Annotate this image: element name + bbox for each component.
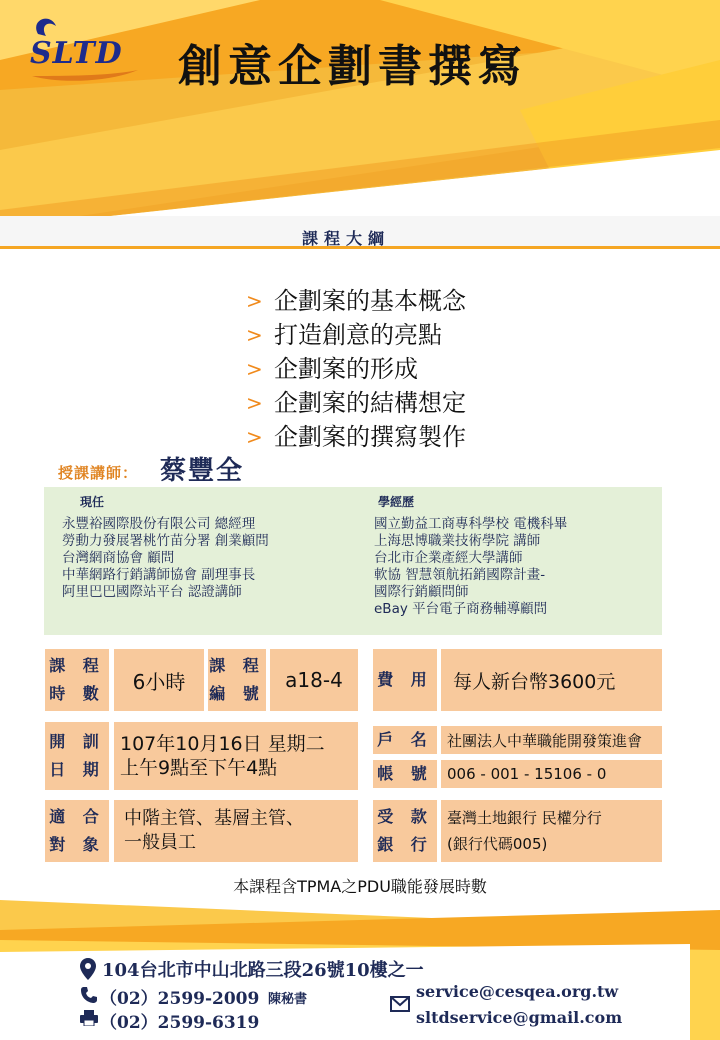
current-heading: 現任 <box>80 495 105 509</box>
target-value-line: 一般員工 <box>124 832 196 853</box>
account-no-label: 帳 號 <box>377 764 433 783</box>
target-label-line: 對 象 <box>49 835 105 854</box>
pdu-note: 本課程含TPMA之PDU職能發展時數 <box>233 877 487 896</box>
phone-contact: 陳秘書 <box>268 992 308 1007</box>
outline-item-text: 企劃案的基本概念 <box>274 287 466 315</box>
date-value-line: 上午9點至下午4點 <box>120 757 278 779</box>
email-primary[interactable]: service@cesqea.org.tw <box>416 982 619 1001</box>
account-name-label-cell <box>373 726 437 754</box>
date-label-cell <box>45 722 109 790</box>
hours-label-line: 時 數 <box>49 684 105 703</box>
account-name-value: 社團法人中華職能開發策進會 <box>447 731 643 750</box>
chevron-right-icon: > <box>246 425 263 449</box>
fee-value-cell <box>441 649 662 711</box>
outline-item-text: 打造創意的亮點 <box>274 321 442 349</box>
instructor-bio-panel <box>44 487 662 635</box>
hours-value-cell <box>114 649 204 711</box>
history-item: 上海思博職業技術學院 講師 <box>374 533 541 549</box>
page-title: 創意企劃書撰寫 <box>178 41 528 92</box>
history-item: 國際行銷顧問師 <box>374 584 469 600</box>
current-position: 台灣網商協會 顧問 <box>62 550 175 566</box>
instructor-label: 授課講師： <box>58 464 139 482</box>
history-item: 軟協 智慧領航拓銷國際計畫- <box>374 567 546 583</box>
chevron-right-icon: > <box>246 289 263 313</box>
bank-value-line: (銀行代碼005) <box>447 835 548 853</box>
target-label-line: 適 合 <box>49 807 105 826</box>
history-list <box>374 516 567 618</box>
fee-value: 每人新台幣3600元 <box>453 670 616 693</box>
bank-value-line: 臺灣土地銀行 民權分行 <box>447 809 602 827</box>
outline-item-text: 企劃案的形成 <box>274 355 418 383</box>
chevron-right-icon: > <box>246 357 263 381</box>
fax-icon <box>80 1010 98 1026</box>
code-label-line: 編 號 <box>209 684 265 703</box>
bank-value-cell <box>441 800 662 862</box>
fee-label-cell <box>373 649 437 711</box>
email-icon <box>390 996 410 1012</box>
current-position: 勞動力發展署桃竹苗分署 創業顧問 <box>62 533 269 549</box>
history-item: 台北市企業產經大學講師 <box>374 550 523 566</box>
bank-label-line: 銀 行 <box>377 835 433 854</box>
fee-label: 費 用 <box>377 670 433 689</box>
outline-item <box>246 284 466 318</box>
outline-list <box>246 284 466 454</box>
date-label-line: 開 訓 <box>49 732 105 751</box>
outline-item <box>246 318 466 352</box>
history-item: 國立勤益工商專科學校 電機科畢 <box>374 516 568 532</box>
date-value-line: 107年10月16日 星期二 <box>120 733 325 755</box>
email-secondary[interactable]: sltdservice@gmail.com <box>416 1008 623 1027</box>
current-positions <box>62 516 269 601</box>
bank-label-cell <box>373 800 437 862</box>
hours-label-line: 課 程 <box>49 656 105 675</box>
code-value: a18-4 <box>285 668 343 692</box>
phone-number: （02）2599-2009 <box>100 989 260 1009</box>
outline-item <box>246 386 466 420</box>
fax-number: （02）2599-6319 <box>100 1013 260 1033</box>
account-no-label-cell <box>373 760 437 788</box>
outline-heading: 課程大綱 <box>302 229 391 248</box>
outline-item-text: 企劃案的結構想定 <box>274 389 466 417</box>
history-heading: 學經歷 <box>378 495 415 509</box>
bank-label-line: 受 款 <box>377 807 433 826</box>
account-name-value-cell <box>441 726 662 754</box>
logo-text: SLTD <box>30 36 123 71</box>
outline-item-text: 企劃案的撰寫製作 <box>274 423 466 451</box>
history-item: eBay 平台電子商務輔導顧問 <box>374 601 548 617</box>
hours-value: 6小時 <box>132 669 186 694</box>
chevron-right-icon: > <box>246 391 263 415</box>
account-name-label: 戶 名 <box>377 730 433 749</box>
code-label-line: 課 程 <box>209 656 265 675</box>
phone-icon <box>80 986 98 1004</box>
instructor-name: 蔡豐全 <box>160 456 245 486</box>
outline-item <box>246 420 466 454</box>
current-position: 中華網路行銷講師協會 副理事長 <box>62 567 256 583</box>
current-position: 永豐裕國際股份有限公司 總經理 <box>62 516 256 532</box>
target-value-line: 中階主管、基層主管、 <box>124 808 304 829</box>
current-position: 阿里巴巴國際站平台 認證講師 <box>62 584 242 600</box>
hours-label-cell <box>45 649 109 711</box>
date-label-line: 日 期 <box>49 760 105 779</box>
chevron-right-icon: > <box>246 323 263 347</box>
outline-item <box>246 352 466 386</box>
location-pin-icon <box>80 958 96 980</box>
account-no-value: 006 - 001 - 15106 - 0 <box>447 765 607 783</box>
address: 104台北市中山北路三段26號10樓之一 <box>102 960 424 981</box>
code-value-cell <box>270 649 358 711</box>
target-value-cell <box>114 800 358 862</box>
target-label-cell <box>45 800 109 862</box>
date-value-cell <box>114 722 358 790</box>
code-label-cell <box>208 649 266 711</box>
account-no-value-cell <box>441 760 662 788</box>
